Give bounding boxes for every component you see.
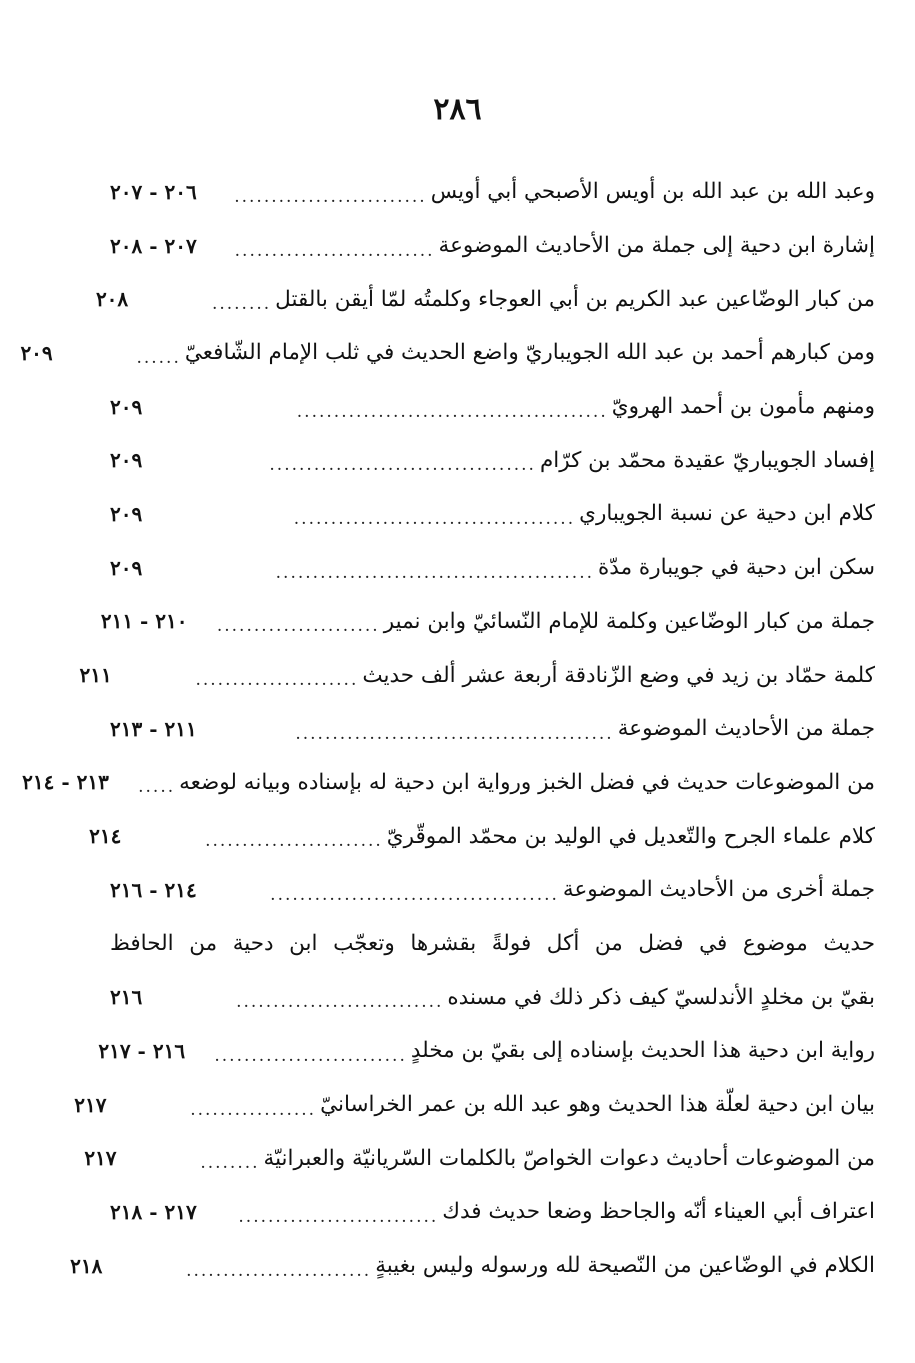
entry-title: جملة من كبار الوضّاعين وكلمة للإمام النّسائيّ وابن نمير [383,608,875,634]
entry-pages: ٢١٣ - ٢١٤ [22,770,109,795]
toc-entry [110,702,875,756]
dot-leader: .................................... [269,455,536,476]
dot-leader: ...................................... [293,508,576,529]
toc-entry-continued [110,917,875,971]
entry-pages: ٢١٧ - ٢١٨ [110,1199,197,1224]
entry-pages: ٢١١ - ٢١٣ [110,716,197,741]
toc-entry [98,1024,875,1078]
entry-title: من كبار الوضّاعين عبد الكريم بن أبي العوجاء وكلمتُه لمّا أيقن بالقتل [275,286,875,312]
toc-entry [110,433,875,487]
entry-title: ومنهم مأمون بن أحمد الهرويّ [611,394,875,420]
page-number: ٢٨٦ [433,92,482,127]
toc-entry [110,863,875,917]
dot-leader: ........................ [205,831,383,852]
dot-leader: ...... [136,347,181,368]
dot-leader: .......................... [234,186,427,207]
toc-entry [110,541,875,595]
entry-pages: ٢٠٩ [110,501,143,526]
entry-pages: ٢٠٩ [110,448,143,473]
entry-pages: ٢١٧ [74,1092,107,1117]
dot-leader: ........................................... [275,562,595,583]
entry-pages: ٢٠٩ [110,394,143,419]
toc-entry [110,165,875,219]
toc-entry [110,1185,875,1239]
dot-leader: ...................... [216,616,380,637]
entry-title: سكن ابن دحية في جويبارة مدّة [598,555,875,581]
dot-leader: ...................... [195,670,359,691]
dot-leader: ........................................... [295,723,614,744]
entry-title: اعتراف أبي العيناء أنّه والجاحظ وضعا حديث فدك [442,1199,875,1225]
toc-entry [89,809,875,863]
dot-leader: ........................... [234,240,435,261]
entry-pages: ٢١١ [79,663,112,688]
entry-title: إشارة ابن دحية إلى جملة من الأحاديث الموضوعة [438,233,875,259]
entry-title: بقيّ بن مخلدٍ الأندلسيّ كيف ذكر ذلك في مسنده [447,984,875,1010]
entry-title: من الموضوعات حديث في فضل الخبز ورواية ابن دحية له بإسناده وبيانه لوضعه [179,769,875,795]
toc-entry [110,219,875,273]
table-of-contents [20,165,875,1292]
entry-title: وعبد الله بن عبد الله بن أويس الأصبحي أبي أويس [430,179,875,205]
entry-pages: ٢١٨ [70,1253,103,1278]
toc-entry [95,272,875,326]
entry-title: كلام علماء الجرح والتّعديل في الوليد بن محمّد الموقّريّ [386,823,875,849]
entry-title: ومن كبارهم أحمد بن عبد الله الجويباريّ واضع الحديث في ثلب الإمام الشّافعيّ [184,340,875,366]
entry-pages: ٢٠٦ - ٢٠٧ [110,179,197,204]
toc-entry [110,970,875,1024]
entry-title: حديث موضوع في فضل من أكل فولةً بقشرها وتعجّب ابن دحية من الحافظ [110,930,875,956]
entry-title: من الموضوعات أحاديث دعوات الخواصّ بالكلمات السّريانيّة والعبرانيّة [263,1145,875,1171]
dot-leader: ....................................... [270,884,559,905]
dot-leader: .......................... [214,1045,407,1066]
dot-leader: ......................... [186,1260,372,1281]
entry-title: جملة من الأحاديث الموضوعة [617,716,875,742]
dot-leader: ................. [190,1099,317,1120]
entry-pages: ٢١٤ - ٢١٦ [110,877,197,902]
toc-entry [110,487,875,541]
entry-title: جملة أخرى من الأحاديث الموضوعة [562,877,875,903]
entry-title: كلمة حمّاد بن زيد في وضع الزّنادقة أربعة عشر ألف حديث [362,662,875,688]
entry-pages: ٢١٦ [110,985,143,1010]
dot-leader: ............................ [236,992,444,1013]
entry-pages: ٢١٧ [84,1146,117,1171]
toc-entry [79,648,875,702]
toc-entry [20,326,875,380]
entry-pages: ٢٠٩ [110,555,143,580]
entry-title: رواية ابن دحية هذا الحديث بإسناده إلى بقيّ بن مخلدٍ [410,1038,875,1064]
entry-title: بيان ابن دحية لعلّة هذا الحديث وهو عبد الله بن عمر الخراسانيّ [320,1092,875,1118]
toc-entry [70,1239,875,1293]
dot-leader: .......................................... [296,401,608,422]
entry-title: الكلام في الوضّاعين من النّصيحة لله ورسوله وليس بغيبةٍ [375,1253,875,1279]
dot-leader: ........ [211,294,272,315]
dot-leader: ..... [138,777,176,798]
toc-entry [22,756,875,810]
entry-pages: ٢٠٩ [20,340,53,365]
entry-pages: ٢١٦ - ٢١٧ [98,1038,186,1063]
entry-title: كلام ابن دحية عن نسبة الجويباري [579,501,875,527]
entry-pages: ٢١٠ - ٢١١ [100,609,188,634]
toc-entry [100,595,875,649]
dot-leader: ........ [200,1153,260,1174]
toc-entry [74,1078,875,1132]
entry-pages: ٢١٤ [89,824,122,849]
toc-entry [84,1131,875,1185]
entry-title: إفساد الجويباريّ عقيدة محمّد بن كرّام [539,447,875,473]
toc-entry [110,380,875,434]
entry-pages: ٢٠٧ - ٢٠٨ [110,233,197,258]
entry-pages: ٢٠٨ [95,287,129,312]
dot-leader: ........................... [238,1206,439,1227]
